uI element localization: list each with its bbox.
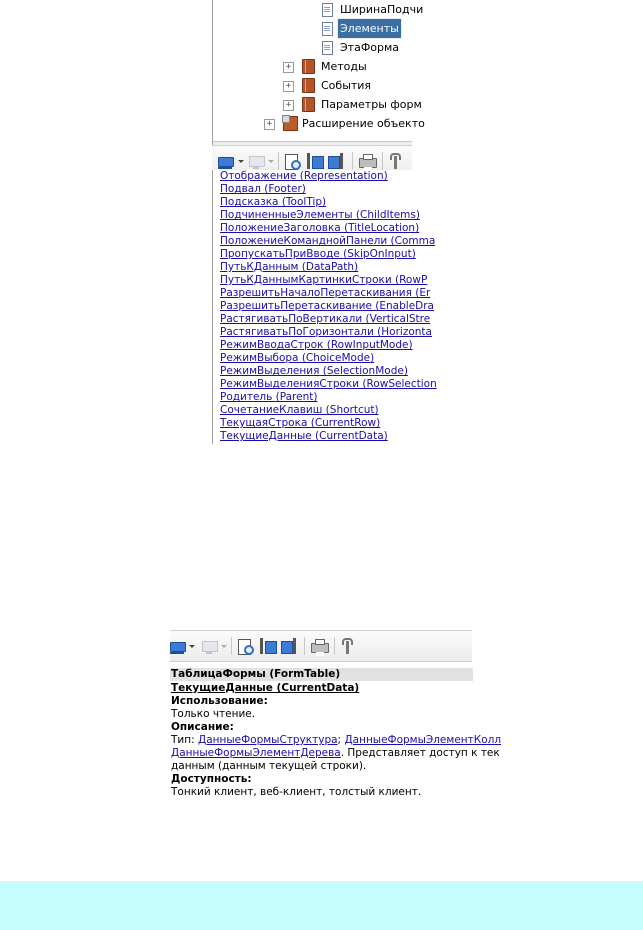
list-item[interactable]: РастягиватьПоГоризонтали (Horizonta <box>220 326 432 338</box>
book-icon <box>302 59 315 74</box>
toolbar-help <box>170 630 472 662</box>
availability-label: Доступность: <box>171 773 252 785</box>
print-icon[interactable] <box>311 638 329 654</box>
property-title: ТекущиеДанные (CurrentData) <box>171 682 360 694</box>
document-icon <box>322 3 333 17</box>
move-up-icon[interactable] <box>306 153 324 169</box>
document-icon <box>322 22 333 36</box>
list-item[interactable]: ПропускатьПриВводе (SkipOnInput) <box>220 248 416 260</box>
list-item[interactable]: Подвал (Footer) <box>220 183 306 195</box>
chevron-down-icon[interactable] <box>238 160 244 163</box>
type-link[interactable]: ДанныеФормыЭлементДерева <box>171 747 341 759</box>
type-line <box>171 734 501 747</box>
chevron-down-icon[interactable] <box>221 645 227 648</box>
tools-icon[interactable] <box>387 153 405 169</box>
toolbar-separator <box>352 152 353 170</box>
help-header: ТаблицаФормы (FormTable) <box>170 668 473 681</box>
usage-label: Использование: <box>171 695 268 707</box>
expand-icon[interactable]: + <box>283 100 294 111</box>
type-separator: ; <box>337 734 345 746</box>
back-arrow-icon[interactable] <box>170 638 188 654</box>
description-text-cont: данным (данным текущей строки). <box>171 760 367 772</box>
tree-item[interactable] <box>318 0 518 19</box>
list-item[interactable]: РазрешитьНачалоПеретаскивания (Er <box>220 287 431 299</box>
list-item[interactable]: ПоложениеЗаголовка (TitleLocation) <box>220 222 420 234</box>
toolbar-separator <box>334 637 335 655</box>
book-icon <box>302 78 315 93</box>
list-item[interactable]: Отображение (Representation) <box>220 170 388 182</box>
list-item[interactable]: ПодчиненныеЭлементы (ChildItems) <box>220 209 420 221</box>
toolbar-separator <box>382 152 383 170</box>
tree-item-label: Методы <box>321 60 367 73</box>
chevron-down-icon[interactable] <box>189 645 195 648</box>
bottom-band <box>0 881 643 930</box>
help-panel <box>170 666 502 806</box>
tools-icon[interactable] <box>339 638 357 654</box>
list-item[interactable]: РастягиватьПоВертикали (VerticalStre <box>220 313 431 325</box>
list-item[interactable]: СочетаниеКлавиш (Shortcut) <box>220 404 379 416</box>
move-down-icon[interactable] <box>281 638 299 654</box>
tree-item-methods[interactable] <box>283 57 483 76</box>
availability-text: Тонкий клиент, веб-клиент, толстый клиент. <box>171 786 422 798</box>
list-item[interactable]: Родитель (Parent) <box>220 391 318 403</box>
expand-icon[interactable]: + <box>283 81 294 92</box>
description-label: Описание: <box>171 721 234 733</box>
tree-item-object-extension[interactable] <box>264 114 464 133</box>
tree-item-label: ЭтаФорма <box>340 41 400 54</box>
move-up-icon[interactable] <box>259 638 277 654</box>
list-item[interactable]: ПутьКДанным (DataPath) <box>220 261 359 273</box>
property-list-panel <box>212 170 437 444</box>
list-item[interactable]: ТекущаяСтрока (CurrentRow) <box>220 417 381 429</box>
tree-item-selected[interactable] <box>318 19 518 38</box>
type-prefix: Тип: <box>171 734 198 746</box>
toolbar-separator <box>231 637 232 655</box>
tree-item-label: Элементы <box>338 19 401 38</box>
tree-item[interactable] <box>318 38 518 57</box>
find-in-page-icon[interactable] <box>284 153 302 169</box>
description-text: . Представляет доступ к тек <box>340 747 500 759</box>
back-arrow-icon[interactable] <box>218 153 236 169</box>
list-item[interactable]: ПоложениеКоманднойПанели (Comma <box>220 235 436 247</box>
tree-item-label: Расширение объекто <box>302 117 425 130</box>
expand-icon[interactable]: + <box>283 62 294 73</box>
tree-item-events[interactable] <box>283 76 483 95</box>
usage-text: Только чтение. <box>171 708 256 720</box>
print-icon[interactable] <box>359 153 377 169</box>
tree-item-form-params[interactable] <box>283 95 483 114</box>
tree-item-label: ШиринаПодчи <box>340 3 424 16</box>
list-item[interactable]: РазрешитьПеретаскивание (EnableDra <box>220 300 434 312</box>
toolbar-separator <box>278 152 279 170</box>
list-item[interactable]: РежимВыделения (SelectionMode) <box>220 365 408 377</box>
monitor-icon[interactable] <box>248 153 266 169</box>
extension-icon <box>283 116 298 131</box>
document-icon <box>322 41 333 55</box>
find-in-page-icon[interactable] <box>237 638 255 654</box>
list-item[interactable]: ТекущиеДанные (CurrentData) <box>220 430 388 442</box>
toolbar-separator <box>304 637 305 655</box>
description-line <box>171 747 500 760</box>
tree-item-label: События <box>321 79 372 92</box>
list-item[interactable]: Подсказка (ToolTip) <box>220 196 327 208</box>
list-item[interactable]: ПутьКДаннымКартинкиСтроки (RowP <box>220 274 428 286</box>
expand-icon[interactable]: + <box>264 119 275 130</box>
move-down-icon[interactable] <box>328 153 346 169</box>
list-item[interactable]: РежимВыбора (ChoiceMode) <box>220 352 375 364</box>
list-item[interactable]: РежимВводаСтрок (RowInputMode) <box>220 339 413 351</box>
monitor-icon[interactable] <box>201 638 219 654</box>
book-icon <box>302 97 315 112</box>
chevron-down-icon[interactable] <box>268 160 274 163</box>
list-item[interactable]: РежимВыделенияСтроки (RowSelection <box>220 378 437 390</box>
type-link[interactable]: ДанныеФормыСтруктура <box>197 734 338 746</box>
tree-item-label: Параметры форм <box>321 98 422 111</box>
type-link[interactable]: ДанныеФормыЭлементКолл <box>344 734 502 746</box>
tree-panel <box>212 0 425 145</box>
